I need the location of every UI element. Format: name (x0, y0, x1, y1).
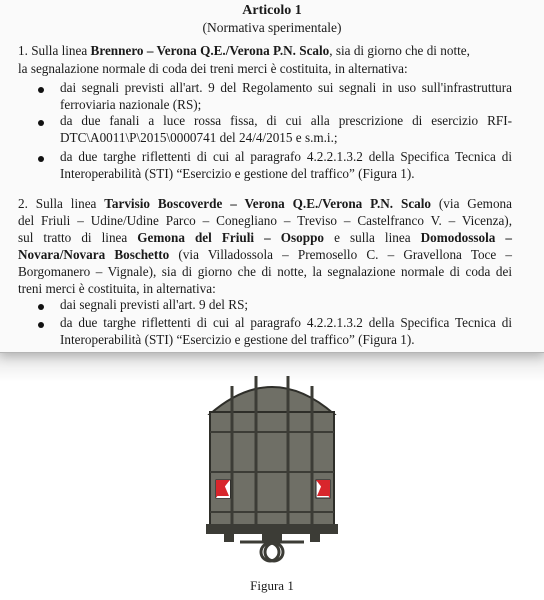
buffer-left (224, 534, 234, 542)
p2-line-4 (18, 247, 512, 263)
figure-caption: Figura 1 (250, 578, 294, 593)
p1-line-2: la segnalazione normale di coda dei treni merci è costituita, in alternativa: (18, 61, 408, 76)
p2-line-2: del Friuli – Udine/Udine Parco – Conegliano – Treviso – Castelfranco V. – Vicenza), (18, 213, 512, 228)
reflector-right (316, 480, 330, 498)
p2-line-name: Tarvisio Boscoverde – Verona Q.E./Verona P.N. Scalo (104, 196, 432, 211)
p2-bullet-2-line-1: da due targhe riflettenti di cui al paragrafo 4.2.2.1.3.2 della Specifica Tecnica di (60, 315, 512, 330)
wagon-roof (210, 387, 334, 414)
p2-line-1 (18, 196, 512, 212)
wagon-underframe (206, 524, 338, 534)
article-subtitle: (Normativa sperimentale) (202, 20, 342, 35)
p2-text: e sulla linea (324, 230, 421, 245)
p1-line-1 (18, 43, 470, 59)
bullet-icon (38, 156, 44, 162)
p2-line-6: treni merci è costituita, in alternativa: (18, 281, 216, 296)
bullet-icon (38, 322, 44, 328)
buffer-right (310, 534, 320, 542)
p1-text: 1. Sulla linea (18, 43, 91, 58)
bullet-icon (38, 120, 44, 126)
p2-text: (via Villadossola – Premosello C. – Gravellona Toce – (169, 247, 512, 262)
p1-text: , sia di giorno che di notte, (329, 43, 470, 58)
p2-line-3 (18, 230, 512, 246)
p1-bullet-2-line-2: DTC\A0011\P\2015\0000741 del 24/4/2015 e s.m.i.; (60, 130, 338, 145)
p2-bullet-1: dai segnali previsti all'art. 9 del RS; (60, 297, 249, 312)
p2-text: 2. Sulla linea (18, 196, 105, 211)
p2-line-name: Domodossola – (420, 230, 512, 245)
p1-bullet-1-line-2: ferroviaria nazionale (RS); (60, 97, 202, 112)
wagon-rear-figure (0, 352, 544, 576)
p2-line-name: Gemona del Friuli – Osoppo (137, 230, 325, 245)
reflector-left (216, 480, 230, 498)
p2-line-name: Novara/Novara Boschetto (18, 247, 170, 262)
p2-text: sul tratto di linea (18, 230, 138, 245)
p1-bullet-3-line-2: Interoperabilità (STI) “Esercizio e gestione del traffico” (Figura 1). (60, 166, 415, 181)
p1-line-name: Brennero – Verona Q.E./Verona P.N. Scalo (90, 43, 330, 58)
p1-bullet-1-line-1: dai segnali previsti all'art. 9 del Regolamento sui segnali in uso sull'infrastruttura (60, 80, 512, 95)
p1-bullet-3-line-1: da due targhe riflettenti di cui al paragrafo 4.2.2.1.3.2 della Specifica Tecnica di (60, 149, 512, 164)
p2-bullet-2-line-2: Interoperabilità (STI) “Esercizio e gestione del traffico” (Figura 1). (60, 332, 415, 347)
p2-text: (via Gemona (431, 196, 512, 211)
bullet-icon (38, 304, 44, 310)
bullet-icon (38, 87, 44, 93)
p1-bullet-2-line-1: da due fanali a luce rossa fissa, di cui alla prescrizione di esercizio RFI- (60, 113, 512, 128)
wagon-body (210, 412, 334, 526)
article-title: Articolo 1 (242, 3, 302, 18)
p2-line-5: Borgomanero – Vignale), sia di giorno che di notte, la segnalazione normale di coda dei (18, 264, 512, 279)
